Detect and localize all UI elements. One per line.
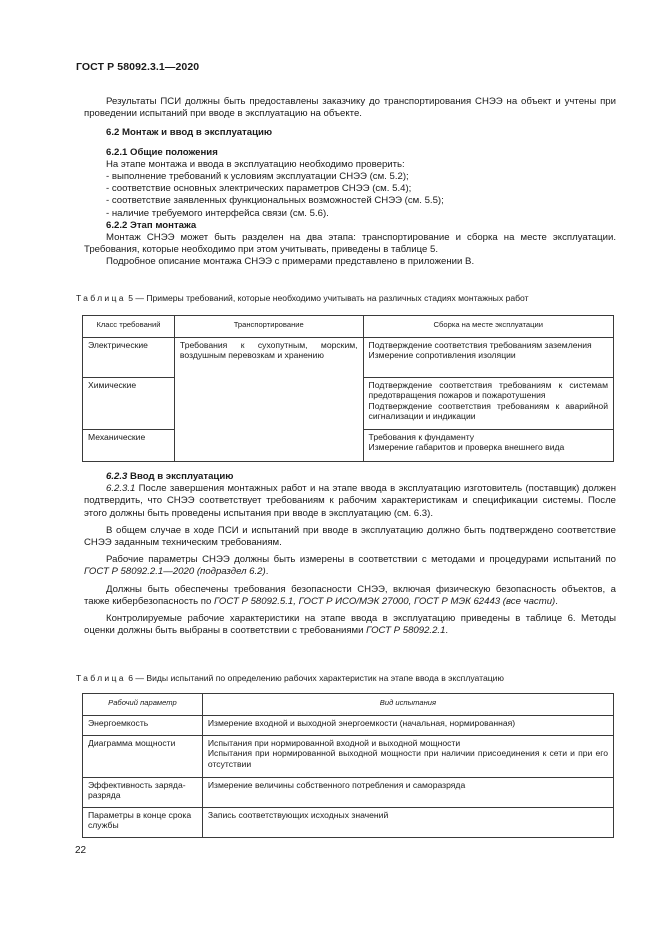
table-6-caption-text: 6 — Виды испытаний по определению рабочих характеристик на этапе ввода в эксплуатацию [128,673,504,683]
section-6-2-1-heading: 6.2.1 Общие положения [106,146,218,158]
table-cell-test [202,777,613,807]
section-6-2-3-paragraph-3 [84,554,616,578]
table-cell-line: Измерение габаритов и проверка внешнего вида [368,442,565,452]
section-6-2-block [84,96,616,269]
text-run: Рабочие параметры СНЭЭ должны быть измерены в соответствии с методами и процедурами испытаний по [106,554,616,566]
table-cell-line: Подтверждение соответствия требованиям к системам предотвращения пожаров и пожаротушения [368,379,608,400]
table-cell-param: Эффективность заряда-разряда [83,777,203,807]
table-header-cell: Вид испытания [202,694,613,716]
table-5-caption-text: 5 — Примеры требований, которые необходимо учитывать на различных стадиях монтажных работ [128,293,529,303]
table-cell-assembly [363,429,613,461]
list-item: - наличие требуемого интерфейса связи (см. 5.6). [106,207,329,219]
table-cell-line: Требования к фундаменту [368,431,475,442]
table-row [83,777,614,807]
table-header-row [83,694,614,716]
table-row [83,715,614,735]
table-cell-test [202,715,613,735]
section-6-2-3-paragraph-4 [84,584,616,608]
table-cell-transport: Требования к сухопутным, морским, воздушным перевозкам и хранению [174,337,363,461]
clause-text: После завершения монтажных работ и на этапе ввода в эксплуатацию изготовитель (поставщик) должен подтвердить, что СНЭЭ соответствует требованиям к рабочим характеристикам и спецификации системы. После этого должны быть проведены испытания при вводе в эксплуатацию (см. 6.3). [84,483,617,519]
table-cell-test [202,807,613,837]
table-header-row [83,316,614,338]
standard-reference: ГОСТ Р 58092.2.1 [366,625,446,637]
section-6-2-3-block [84,471,616,637]
table-cell-class: Электрические [83,337,175,377]
text-run: . [445,625,449,637]
table-cell-line: Измерение величины собственного потребления и саморазряда [207,779,466,790]
section-6-2-3-title: Ввод в эксплуатацию [130,471,234,482]
table-header-cell: Класс требований [83,316,175,338]
text-run: . [555,595,558,607]
section-6-2-3-paragraph-2: В общем случае в ходе ПСИ и испытаний при вводе в эксплуатацию должно быть подтверждено соответствие СНЭЭ заданным техническим требованиям. [84,524,616,549]
table-cell-param: Энергоемкость [83,715,203,735]
list-item: - соответствие заявленных функциональных возможностей СНЭЭ (см. 5.5); [106,195,444,207]
table-cell-line: Подтверждение соответствия требованиям к аварийной сигнализации и индикации [368,400,608,421]
table-row [83,337,614,377]
table-header-cell: Транспортирование [174,316,363,338]
table-cell-test [202,735,613,777]
text-run: Контролируемые рабочие характеристики на этапе ввода в эксплуатацию приведены в таблице 6. Методы оценки должны быть выбраны в соответствии с требованиями [84,613,616,637]
table-cell-class: Химические [83,377,175,429]
list-item: - соответствие основных электрических параметров СНЭЭ (см. 5.4); [106,183,412,195]
section-6-2-3-number: 6.2.3 [106,471,128,482]
table-cell-line: Испытания при нормированной входной и выходной мощности [207,737,461,748]
table-cell-line: Измерение входной и выходной энергоемкости (начальная, нормированная) [207,717,516,728]
table-cell-line: Измерение сопротивления изоляции [368,350,516,360]
section-6-2-heading: 6.2 Монтаж и ввод в эксплуатацию [106,127,273,139]
table-cell-class: Механические [83,429,175,461]
table-header-cell: Сборка на месте эксплуатации [363,316,613,338]
section-6-2-1-lead: На этапе монтажа и ввода в эксплуатацию необходимо проверить: [106,158,405,170]
table-6 [82,693,614,838]
section-6-2-2-paragraph-1: Монтаж СНЭЭ может быть разделен на два этапа: транспортирование и сборка на месте эксплуатации. Требования, которые необходимо при этом учитывать, приведены в таблице 5. [84,232,616,256]
document-header-title: ГОСТ Р 58092.3.1—2020 [76,61,200,73]
section-6-2-3-heading [106,471,616,483]
standard-reference: ГОСТ Р 58092.5.1, ГОСТ Р ИСО/МЭК 27000, ГОСТ Р МЭК 62443 (все части) [214,595,556,607]
text-run: . [265,566,269,578]
table-row [83,807,614,837]
table-cell-param: Диаграмма мощности [83,735,203,777]
table-row [83,735,614,777]
table-5-caption-label: Таблица [76,293,126,303]
text-run: Должны быть обеспечены требования безопасности СНЭЭ, включая физическую безопасность объектов, а также кибербезопасность по [84,583,616,607]
table-6-caption-label: Таблица [76,673,126,683]
page-number: 22 [75,845,87,856]
table-header-cell: Рабочий параметр [83,694,203,716]
table-cell-line: Подтверждение соответствия требованиям заземления [368,339,592,350]
section-6-2-3-1-paragraph [84,483,616,520]
section-6-2-3-paragraph-5 [84,613,616,637]
list-item: - выполнение требований к условиям эксплуатации СНЭЭ (см. 5.2); [106,171,409,183]
table-cell-assembly [363,337,613,377]
clause-number: 6.2.3.1 [106,483,136,495]
intro-paragraph: Результаты ПСИ должны быть предоставлены заказчику до транспортирования СНЭЭ на объект и учтены при проведении испытаний при вводе в эксплуатацию на объекте. [84,96,616,120]
table-cell-line: Запись соответствующих исходных значений [207,809,389,820]
table-6-caption [76,673,504,683]
table-5-caption [76,293,529,303]
standard-reference: ГОСТ Р 58092.2.1—2020 (подраздел 6.2) [84,566,266,578]
section-6-2-2-heading: 6.2.2 Этап монтажа [106,219,197,231]
section-6-2-2-paragraph-2: Подробное описание монтажа СНЭЭ с примерами представлено в приложении В. [106,256,475,268]
table-cell-param: Параметры в конце срока службы [83,807,203,837]
table-cell-line: Испытания при нормированной выходной мощности при наличии присоединения к сети и при его отсутствии [207,748,608,769]
table-cell-assembly [363,377,613,429]
table-5 [82,315,614,462]
